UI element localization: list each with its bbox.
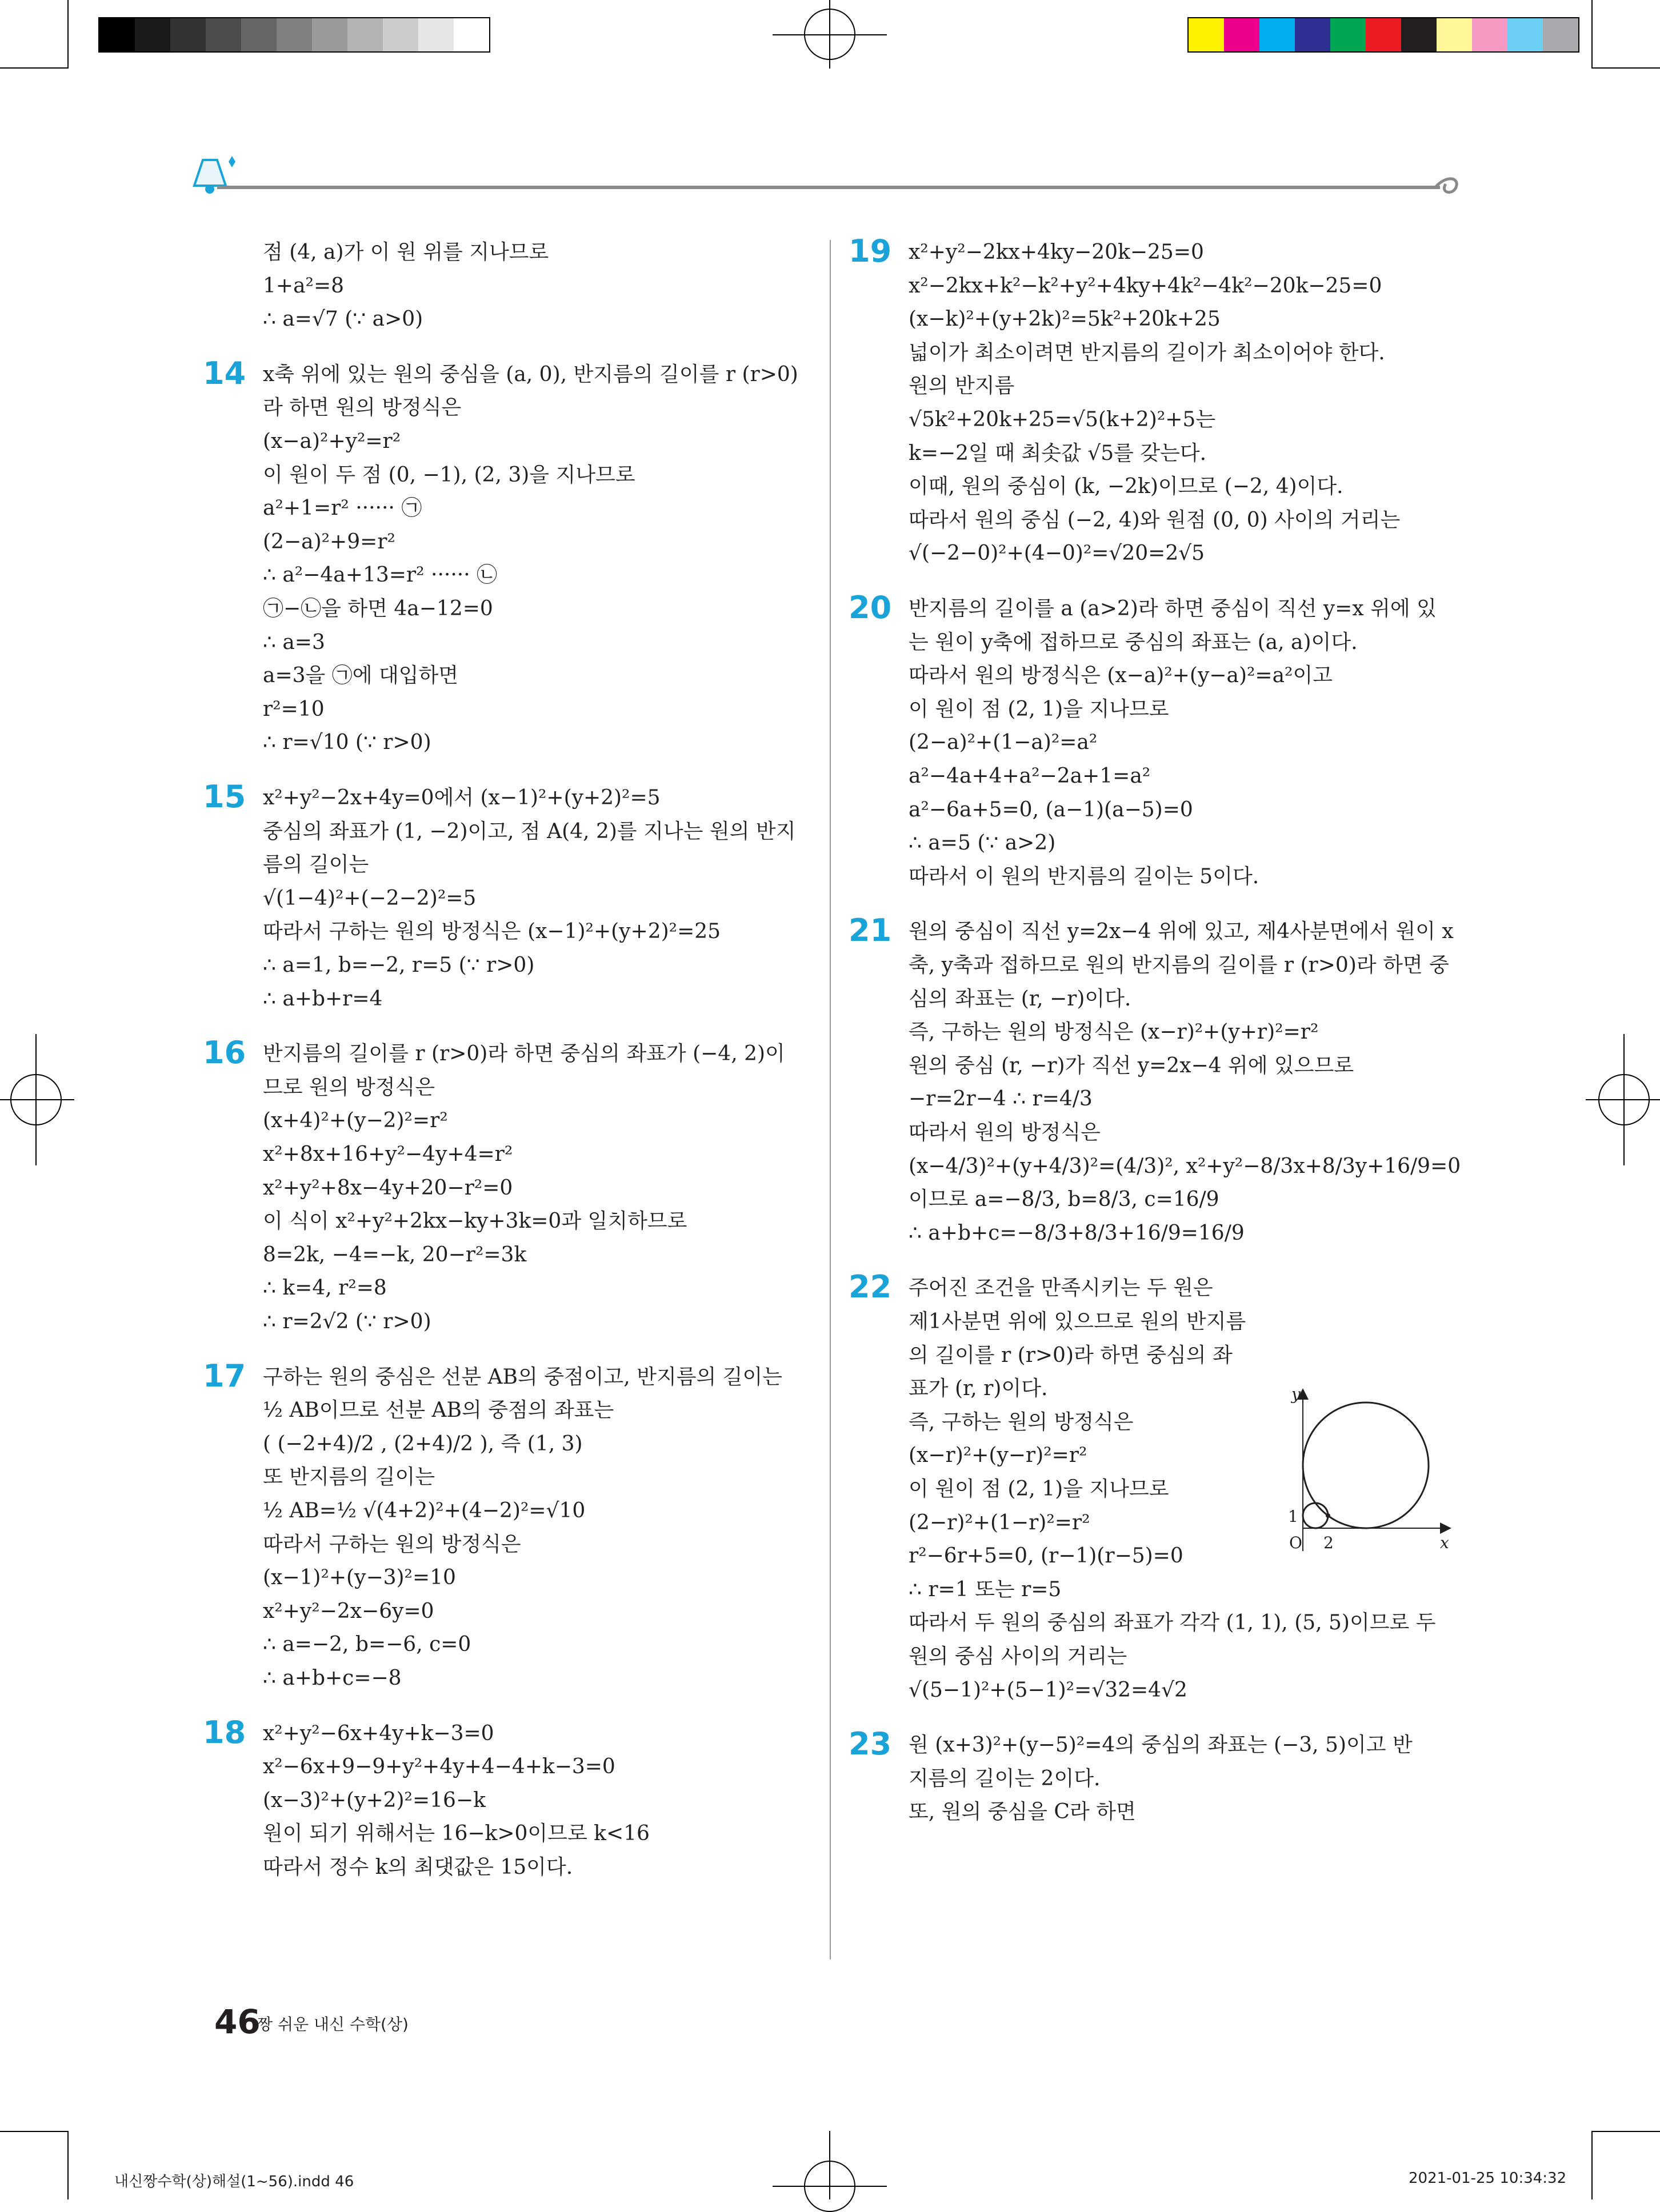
y-axis-label: y	[1291, 1385, 1301, 1404]
color-swatch	[1224, 18, 1259, 51]
solution-line: k=−2일 때 최솟값 √5를 갖는다.	[909, 441, 1207, 465]
solution-line: 즉, 구하는 원의 방정식은 (x−r)²+(y+r)²=r²	[909, 1020, 1319, 1044]
color-swatch	[1295, 18, 1330, 51]
color-swatch	[347, 18, 383, 51]
problem-first-line: 반지름의 길이를 r (r>0)라 하면 중심의 좌표가 (−4, 2)이	[263, 1042, 785, 1066]
right-column	[849, 233, 1486, 1965]
solution-line: ∴ a=−2, b=−6, c=0	[263, 1633, 471, 1657]
solution-line: 이 식이 x²+y²+2kx−ky+3k=0과 일치하므로	[263, 1209, 687, 1233]
point-2-1	[1326, 1513, 1330, 1518]
solution-line: 중심의 좌표가 (1, −2)이고, 점 A(4, 2)를 지나는 원의 반지	[263, 819, 796, 843]
print-slug-date: 2021-01-25 10:34:32	[1409, 2170, 1567, 2187]
problem-number: 17	[203, 1357, 246, 1394]
crop-mark	[1591, 2132, 1593, 2199]
solution-line: x²−6x+9−9+y²+4y+4−4+k−3=0	[263, 1755, 615, 1779]
solution-line: 축, y축과 접하므로 원의 반지름의 길이를 r (r>0)라 하면 중	[909, 953, 1449, 977]
header-rule	[217, 186, 1440, 189]
problem-first-line: x²+y²−2x+4y=0에서 (x−1)²+(y+2)²=5	[263, 786, 661, 810]
problem-first-line: 주어진 조건을 만족시키는 두 원은	[909, 1276, 1213, 1300]
solution-line: 라 하면 원의 방정식은	[263, 396, 462, 420]
solution-line: r²=10	[263, 697, 325, 721]
solution-line: 따라서 두 원의 중심의 좌표가 각각 (1, 1), (5, 5)이므로 두	[909, 1611, 1436, 1635]
x-tick-label: 2	[1323, 1533, 1334, 1552]
solution-line: 따라서 구하는 원의 방정식은 (x−1)²+(y+2)²=25	[263, 920, 721, 944]
problem-first-line: x²+y²−6x+4y+k−3=0	[263, 1721, 494, 1745]
problem-first-line: 원 (x+3)²+(y−5)²=4의 중심의 좌표는 (−3, 5)이고 반	[909, 1733, 1413, 1757]
solution-line: 지름의 길이는 2이다.	[909, 1766, 1101, 1790]
solution-line: a=3을 ㉠에 대입하면	[263, 664, 459, 688]
crop-mark	[67, 0, 69, 67]
color-swatch	[206, 18, 241, 51]
solution-line: 또, 원의 중심을 C라 하면	[909, 1800, 1136, 1824]
solution-line: ∴ a=3	[263, 630, 325, 654]
solution-line: √(5−1)²+(5−1)²=√32=4√2	[909, 1678, 1187, 1702]
solution-line: (x−1)²+(y−3)²=10	[263, 1566, 456, 1590]
solution-line: 이 원이 점 (2, 1)을 지나므로	[909, 697, 1169, 721]
solution-line: ∴ r=1 또는 r=5	[909, 1577, 1062, 1601]
book-title: 짱 쉬운 내신 수학(상)	[257, 2015, 409, 2034]
ribbon-ornament-icon	[1429, 171, 1469, 206]
color-swatch	[241, 18, 277, 51]
solution-line: a²−4a+4+a²−2a+1=a²	[909, 764, 1151, 788]
solution-line: ∴ a=1, b=−2, r=5 (∵ r>0)	[263, 953, 535, 977]
solution-line: (x−3)²+(y+2)²=16−k	[263, 1788, 486, 1812]
origin-label: O	[1289, 1533, 1302, 1552]
crop-mark	[1591, 67, 1660, 69]
color-swatch	[312, 18, 347, 51]
solution-line: ( (−2+4)/2 , (2+4)/2 ), 즉 (1, 3)	[263, 1432, 583, 1456]
solution-line: 따라서 정수 k의 최댓값은 15이다.	[263, 1856, 573, 1879]
color-swatch	[1437, 18, 1472, 51]
solution-line: 원이 되기 위해서는 16−k>0이므로 k<16	[263, 1822, 650, 1846]
solution-line: 즉, 구하는 원의 방정식은	[909, 1410, 1134, 1434]
solution-line: x²+y²−2x−6y=0	[263, 1599, 434, 1623]
problem-number: 16	[203, 1035, 246, 1071]
solution-line: 1+a²=8	[263, 274, 345, 298]
solution-line: −r=2r−4 ∴ r=4/3	[909, 1087, 1093, 1111]
solution-line: 넓이가 최소이려면 반지름의 길이가 최소이어야 한다.	[909, 340, 1385, 364]
x-axis-label: x	[1440, 1533, 1449, 1552]
color-swatch	[277, 18, 312, 51]
color-swatch	[383, 18, 418, 51]
solution-line: (x−k)²+(y+2k)²=5k²+20k+25	[909, 307, 1221, 331]
bell-ornament-icon	[183, 151, 246, 197]
solution-line: (x−4/3)²+(y+4/3)²=(4/3)², x²+y²−8/3x+8/3y+16/9=0	[909, 1154, 1461, 1178]
color-swatch	[454, 18, 489, 51]
problem-number: 23	[849, 1726, 892, 1762]
registration-mark-line	[1623, 1034, 1625, 1165]
registration-mark-line	[829, 2131, 830, 2199]
solution-line: ㉠−㉡을 하면 4a−12=0	[263, 597, 493, 620]
solution-line: ∴ a+b+c=−8/3+8/3+16/9=16/9	[909, 1221, 1245, 1245]
problem-number: 20	[849, 590, 892, 626]
problem-first-line: 원의 중심이 직선 y=2x−4 위에 있고, 제4사분면에서 원이 x	[909, 920, 1454, 944]
solution-line: 이므로 a=−8/3, b=8/3, c=16/9	[909, 1188, 1219, 1212]
solution-line: √(−2−0)²+(4−0)²=√20=2√5	[909, 542, 1205, 566]
page-number: 46	[214, 2002, 261, 2041]
solution-line: 따라서 원의 방정식은 (x−a)²+(y−a)²=a²이고	[909, 664, 1333, 688]
registration-mark-line	[1586, 1099, 1660, 1100]
crop-mark	[0, 67, 69, 69]
small-circle	[1303, 1503, 1328, 1528]
grayscale-color-bar	[98, 17, 490, 53]
crop-mark	[1591, 2131, 1660, 2132]
problem-number: 22	[849, 1269, 892, 1305]
solution-line: ∴ a²−4a+13=r² ······ ㉡	[263, 563, 498, 587]
problem-number: 14	[203, 355, 246, 391]
solution-line: √(1−4)²+(−2−2)²=5	[263, 886, 477, 910]
solution-line: (2−a)²+(1−a)²=a²	[909, 731, 1098, 755]
solution-line: (2−a)²+9=r²	[263, 530, 395, 554]
solution-line: 따라서 원의 방정식은	[909, 1121, 1101, 1144]
solution-line: 이때, 원의 중심이 (k, −2k)이므로 (−2, 4)이다.	[909, 475, 1343, 499]
solution-line: (x+4)²+(y−2)²=r²	[263, 1109, 448, 1133]
solution-line: 표가 (r, r)이다.	[909, 1377, 1048, 1401]
crop-mark	[67, 2132, 69, 2199]
color-swatch	[1543, 18, 1578, 51]
problem-first-line: 반지름의 길이를 a (a>2)라 하면 중심이 직선 y=x 위에 있	[909, 597, 1437, 620]
color-swatch	[1330, 18, 1366, 51]
problem-number: 18	[203, 1714, 246, 1750]
solution-line: 름의 길이는	[263, 853, 369, 877]
problem-number: 21	[849, 912, 892, 949]
solution-line: a²−6a+5=0, (a−1)(a−5)=0	[909, 798, 1193, 822]
problem-first-line: x²+y²−2kx+4ky−20k−25=0	[909, 241, 1204, 264]
color-swatch	[1507, 18, 1543, 51]
solution-line: x²−2kx+k²−k²+y²+4ky+4k²−4k²−20k−25=0	[909, 274, 1382, 298]
large-circle	[1303, 1402, 1429, 1528]
solution-line: ∴ a+b+r=4	[263, 987, 383, 1011]
solution-line: 심의 좌표는 (r, −r)이다.	[909, 987, 1131, 1011]
solution-line: 원의 중심 (r, −r)가 직선 y=2x−4 위에 있으므로	[909, 1053, 1354, 1077]
solution-line: ∴ a=√7 (∵ a>0)	[263, 307, 423, 331]
solution-line: (x−r)²+(y−r)²=r²	[909, 1444, 1087, 1468]
solution-line: x²+y²+8x−4y+20−r²=0	[263, 1176, 513, 1200]
color-swatch	[170, 18, 206, 51]
solution-line: 는 원이 y축에 접하므로 중심의 좌표는 (a, a)이다.	[909, 630, 1358, 654]
problem-first-line: x축 위에 있는 원의 중심을 (a, 0), 반지름의 길이를 r (r>0)	[263, 362, 798, 386]
solution-line: 따라서 원의 중심 (−2, 4)와 원점 (0, 0) 사이의 거리는	[909, 508, 1401, 532]
solution-line: 또 반지름의 길이는	[263, 1465, 435, 1489]
solution-line: 이 원이 점 (2, 1)을 지나므로	[909, 1477, 1169, 1501]
crop-mark	[0, 2131, 69, 2132]
solution-line: 점 (4, a)가 이 원 위를 지나므로	[263, 241, 549, 264]
solution-line: r²−6r+5=0, (r−1)(r−5)=0	[909, 1544, 1183, 1568]
figure-22-circles	[1274, 1382, 1457, 1560]
registration-mark-line	[35, 1034, 37, 1165]
solution-line: √5k²+20k+25=√5(k+2)²+5는	[909, 408, 1216, 431]
solution-line: 8=2k, −4=−k, 20−r²=3k	[263, 1243, 527, 1267]
solution-line: ½ AB이므로 선분 AB의 중점의 좌표는	[263, 1398, 614, 1422]
color-swatch	[1401, 18, 1437, 51]
solution-line: 원의 중심 사이의 거리는	[909, 1645, 1127, 1668]
color-swatch	[1472, 18, 1507, 51]
y-tick-label: 1	[1288, 1507, 1298, 1526]
solution-line: x²+8x+16+y²−4y+4=r²	[263, 1143, 513, 1166]
print-slug-file: 내신짱수학(상)해설(1~56).indd 46	[114, 2173, 354, 2190]
solution-line: ∴ r=2√2 (∵ r>0)	[263, 1310, 431, 1333]
solution-line: 원의 반지름	[909, 374, 1015, 398]
solution-line: a²+1=r² ······ ㉠	[263, 496, 422, 520]
registration-mark-line	[829, 0, 830, 69]
solution-line: 이 원이 두 점 (0, −1), (2, 3)을 지나므로	[263, 463, 635, 487]
color-swatch	[99, 18, 135, 51]
color-swatch	[135, 18, 170, 51]
solution-line: (x−a)²+y²=r²	[263, 430, 401, 453]
solution-line: ½ AB=½ √(4+2)²+(4−2)²=√10	[263, 1499, 586, 1522]
color-swatch	[1259, 18, 1295, 51]
left-column	[203, 240, 840, 1965]
solution-line: ∴ a=5 (∵ a>2)	[909, 831, 1056, 855]
crop-mark	[1591, 0, 1593, 67]
solution-line: 따라서 이 원의 반지름의 길이는 5이다.	[909, 864, 1259, 888]
solution-line: (2−r)²+(1−r)²=r²	[909, 1510, 1090, 1534]
solution-line: ∴ a+b+c=−8	[263, 1666, 402, 1690]
problem-first-line: 구하는 원의 중심은 선분 AB의 중점이고, 반지름의 길이는	[263, 1365, 783, 1389]
solution-line: 제1사분면 위에 있으므로 원의 반지름	[909, 1310, 1246, 1333]
problem-number: 15	[203, 779, 246, 815]
process-color-bar	[1187, 17, 1579, 53]
color-swatch	[1366, 18, 1401, 51]
solution-line: 따라서 구하는 원의 방정식은	[263, 1532, 521, 1556]
registration-mark-line	[0, 1099, 74, 1100]
color-swatch	[1189, 18, 1224, 51]
solution-line: ∴ k=4, r²=8	[263, 1276, 387, 1300]
solution-line: 의 길이를 r (r>0)라 하면 중심의 좌	[909, 1343, 1233, 1367]
solution-line: 므로 원의 방정식은	[263, 1075, 435, 1099]
solution-line: ∴ r=√10 (∵ r>0)	[263, 731, 431, 755]
color-swatch	[418, 18, 454, 51]
problem-number: 19	[849, 233, 892, 269]
